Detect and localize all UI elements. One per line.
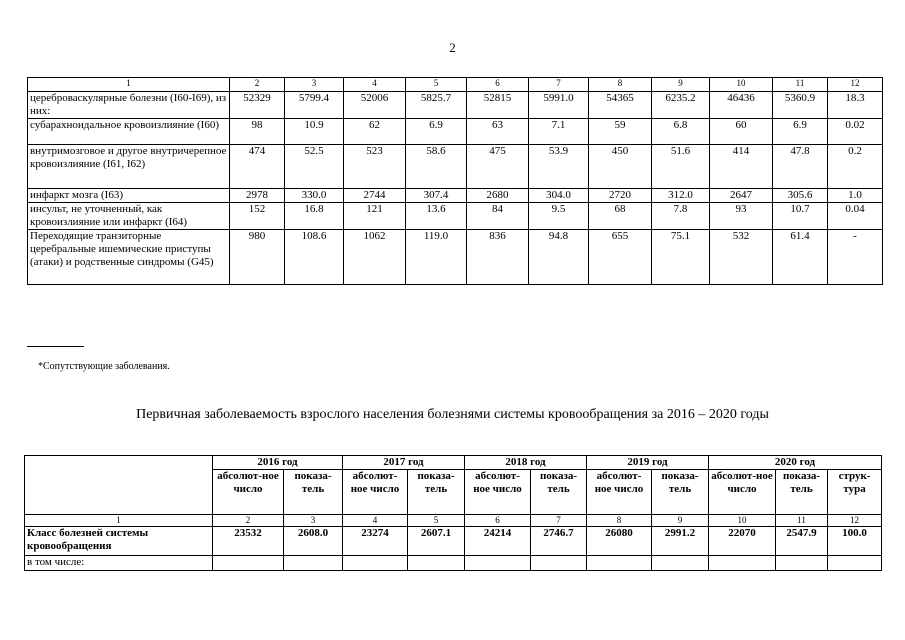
row-label: инфаркт мозга (I63) [28, 189, 230, 203]
table-cell: 52329 [230, 92, 285, 119]
table-cell: 532 [710, 230, 773, 285]
table-title: Первичная заболеваемость взрослого населения болезнями системы кровообращения за 2016 – 2020 годы [136, 407, 769, 422]
table-cell [828, 556, 882, 571]
table-cell: 26080 [587, 527, 652, 556]
column-number: 12 [828, 515, 882, 527]
rate-header: показа-тель [652, 470, 709, 515]
rate-header: показа-тель [408, 470, 465, 515]
table-cell: 7.1 [529, 119, 589, 145]
column-number: 4 [344, 78, 406, 92]
row-label: внутримозговое и другое внутричерепное кровоизлияние (I61, I62) [28, 145, 230, 189]
table-cell: 62 [344, 119, 406, 145]
column-number: 2 [230, 78, 285, 92]
table-cell: 13.6 [406, 203, 467, 230]
table-cell: 5360.9 [773, 92, 828, 119]
table-cell: 6.8 [652, 119, 710, 145]
rate-header: показа-тель [284, 470, 343, 515]
table-cell: 2744 [344, 189, 406, 203]
table-cell: 0.2 [828, 145, 883, 189]
structure-header: струк-тура [828, 470, 882, 515]
table-cell: 330.0 [285, 189, 344, 203]
row-label: цереброваскулярные болезни (I60-I69), из них: [28, 92, 230, 119]
footnote: *Сопутствующие заболевания. [38, 361, 170, 372]
table-row [28, 145, 883, 189]
table-row [25, 527, 882, 556]
absolute-number-header: абсолют-ное число [213, 470, 284, 515]
column-number: 8 [589, 78, 652, 92]
table-cell: 18.3 [828, 92, 883, 119]
absolute-number-header: абсолют-ное число [587, 470, 652, 515]
column-number: 1 [28, 78, 230, 92]
table-cell: 307.4 [406, 189, 467, 203]
absolute-number-header: абсолют-ное число [465, 470, 531, 515]
table-cell: 980 [230, 230, 285, 285]
table-cell: 2647 [710, 189, 773, 203]
table-cell: 52.5 [285, 145, 344, 189]
column-number: 6 [465, 515, 531, 527]
column-number: 3 [284, 515, 343, 527]
table-row [28, 230, 883, 285]
column-number: 1 [25, 515, 213, 527]
table-cell: 93 [710, 203, 773, 230]
table-cell: 52006 [344, 92, 406, 119]
page-number: 2 [449, 40, 456, 55]
table-cell: 5825.7 [406, 92, 467, 119]
table-cell: 152 [230, 203, 285, 230]
absolute-number-header: абсолют-ное число [709, 470, 776, 515]
column-number: 5 [406, 78, 467, 92]
table-cell: 304.0 [529, 189, 589, 203]
table-cell: 98 [230, 119, 285, 145]
diseases-table-continued [27, 77, 883, 285]
table-cell [531, 556, 587, 571]
year-header: 2016 год [213, 456, 343, 470]
table-cell: 10.9 [285, 119, 344, 145]
table-cell: 2720 [589, 189, 652, 203]
table-cell: 1062 [344, 230, 406, 285]
table-cell: 54365 [589, 92, 652, 119]
year-header: 2017 год [343, 456, 465, 470]
table-cell: 51.6 [652, 145, 710, 189]
column-number: 11 [776, 515, 828, 527]
table-cell: 450 [589, 145, 652, 189]
table-cell: 2991.2 [652, 527, 709, 556]
table-cell: 22070 [709, 527, 776, 556]
table-cell: 63 [467, 119, 529, 145]
table-cell: 59 [589, 119, 652, 145]
rate-header: показа-тель [776, 470, 828, 515]
column-number: 4 [343, 515, 408, 527]
header-corner-cell [25, 456, 213, 515]
year-header: 2019 год [587, 456, 709, 470]
column-number: 6 [467, 78, 529, 92]
table-cell: 10.7 [773, 203, 828, 230]
table-cell: 119.0 [406, 230, 467, 285]
table-cell: 5799.4 [285, 92, 344, 119]
column-number: 10 [709, 515, 776, 527]
table-cell: 16.8 [285, 203, 344, 230]
year-header-row [25, 456, 882, 470]
row-label: субарахноидальное кровоизлияние (I60) [28, 119, 230, 145]
table-cell: 23532 [213, 527, 284, 556]
column-number: 9 [652, 78, 710, 92]
table-cell: 46436 [710, 92, 773, 119]
table-row [28, 203, 883, 230]
row-label: Переходящие транзиторные церебральные ишемические приступы (атаки) и родственные синдромы (G45) [28, 230, 230, 285]
footnote-rule [27, 346, 84, 347]
row-label: в том числе: [25, 556, 213, 571]
table-cell: 2978 [230, 189, 285, 203]
rate-header: показа-тель [531, 470, 587, 515]
table-cell: 47.8 [773, 145, 828, 189]
column-number-row [25, 515, 882, 527]
column-number: 7 [529, 78, 589, 92]
table-cell: 68 [589, 203, 652, 230]
year-header: 2018 год [465, 456, 587, 470]
table-cell: - [828, 230, 883, 285]
row-label: Класс болезней системы кровообращения [25, 527, 213, 556]
table-cell: 121 [344, 203, 406, 230]
table-cell: 0.02 [828, 119, 883, 145]
table-cell: 2608.0 [284, 527, 343, 556]
absolute-number-header: абсолют-ное число [343, 470, 408, 515]
table-cell [343, 556, 408, 571]
table-cell: 94.8 [529, 230, 589, 285]
table-cell: 75.1 [652, 230, 710, 285]
table-cell: 2746.7 [531, 527, 587, 556]
table-cell: 108.6 [285, 230, 344, 285]
table-cell: 2607.1 [408, 527, 465, 556]
column-number: 7 [531, 515, 587, 527]
table-cell: 52815 [467, 92, 529, 119]
primary-incidence-table [24, 455, 882, 571]
table-cell: 1.0 [828, 189, 883, 203]
table-cell [408, 556, 465, 571]
column-number: 11 [773, 78, 828, 92]
table-row [28, 92, 883, 119]
table-cell [709, 556, 776, 571]
table-cell: 836 [467, 230, 529, 285]
table-cell [776, 556, 828, 571]
table-cell: 2547.9 [776, 527, 828, 556]
table-cell: 6235.2 [652, 92, 710, 119]
table-cell: 61.4 [773, 230, 828, 285]
column-number: 5 [408, 515, 465, 527]
table-row [25, 556, 882, 571]
table-cell: 60 [710, 119, 773, 145]
table-cell: 0.04 [828, 203, 883, 230]
table-cell: 24214 [465, 527, 531, 556]
column-number: 12 [828, 78, 883, 92]
table-cell: 312.0 [652, 189, 710, 203]
table-cell: 414 [710, 145, 773, 189]
table-cell: 9.5 [529, 203, 589, 230]
table-cell: 655 [589, 230, 652, 285]
table-cell: 523 [344, 145, 406, 189]
row-label: инсульт, не уточненный, как кровоизлияние или инфаркт (I64) [28, 203, 230, 230]
table-cell: 53.9 [529, 145, 589, 189]
column-number: 3 [285, 78, 344, 92]
year-header: 2020 год [709, 456, 882, 470]
table-cell: 475 [467, 145, 529, 189]
column-number-row [28, 78, 883, 92]
column-number: 2 [213, 515, 284, 527]
table-cell: 6.9 [773, 119, 828, 145]
table-cell [213, 556, 284, 571]
table-cell [284, 556, 343, 571]
table-cell: 23274 [343, 527, 408, 556]
table-row [28, 119, 883, 145]
column-number: 9 [652, 515, 709, 527]
table-cell: 7.8 [652, 203, 710, 230]
table-cell: 2680 [467, 189, 529, 203]
table-cell [465, 556, 531, 571]
table-cell [587, 556, 652, 571]
table-cell: 84 [467, 203, 529, 230]
column-number: 8 [587, 515, 652, 527]
table-cell [652, 556, 709, 571]
column-number: 10 [710, 78, 773, 92]
table-cell: 305.6 [773, 189, 828, 203]
table-cell: 6.9 [406, 119, 467, 145]
table-row [28, 189, 883, 203]
table-cell: 5991.0 [529, 92, 589, 119]
table-cell: 100.0 [828, 527, 882, 556]
table-cell: 474 [230, 145, 285, 189]
table-cell: 58.6 [406, 145, 467, 189]
